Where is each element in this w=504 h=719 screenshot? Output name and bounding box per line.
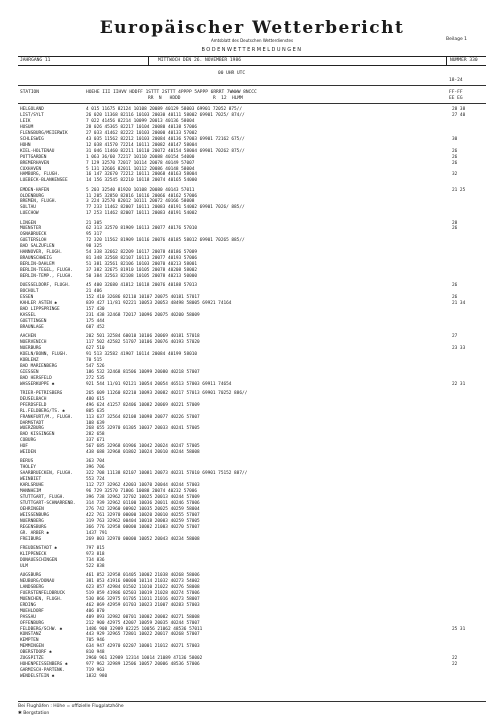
station-data: 70 515 bbox=[86, 357, 102, 363]
station-name: FLENSBURG/MEIERWIK bbox=[20, 130, 68, 136]
station-data: 5 203 32540 81920 10108 20080 40143 57011 bbox=[86, 187, 195, 193]
station-name: PFERDSFELD bbox=[20, 402, 47, 408]
station-gust: 26 bbox=[452, 154, 458, 160]
station-name: OBERSTDORF ✱ bbox=[20, 650, 52, 656]
section-title: BODENWETTERMELDUNGEN bbox=[201, 47, 303, 53]
station-name: BRAUNLAGE bbox=[20, 324, 44, 330]
station-data: 269 803 32970 00000 10052 20043 40234 58008 bbox=[86, 536, 200, 542]
station-gust: 25 31 bbox=[452, 626, 466, 632]
station-name: PUTTGARDEN bbox=[20, 154, 47, 160]
col-station: STATION bbox=[20, 90, 39, 95]
station-gust: 22 bbox=[452, 656, 458, 662]
station-name: CUXHAVEN bbox=[20, 166, 42, 172]
station-data: 28 026 45365 82217 10104 20080 40138 57006 bbox=[86, 124, 198, 130]
station-name: BERLIN-TEMP., FLUGH. bbox=[20, 274, 73, 279]
station-name: KEMPTEN bbox=[20, 638, 39, 644]
table-row bbox=[0, 674, 504, 680]
station-data: 231 438 32468 72017 10096 20075 40200 58009 bbox=[86, 312, 200, 318]
station-data: 17 253 11462 82007 10111 20083 40191 54002 bbox=[86, 211, 198, 217]
station-data: 547 526 bbox=[86, 363, 105, 369]
station-name: KOBLENZ bbox=[20, 357, 39, 363]
station-name: REGENSBURG bbox=[20, 524, 47, 530]
station-data: 443 929 32965 72801 10022 20017 40268 57007 bbox=[86, 632, 200, 638]
station-data: 553 724 bbox=[86, 477, 105, 483]
station-gust: 21 25 bbox=[452, 187, 466, 193]
station-name: AUGSBURG bbox=[20, 572, 42, 578]
station-data: 530 866 32975 01705 11011 21016 40273 58007 bbox=[86, 596, 200, 602]
station-name: KAHLER ASTEN ✱ bbox=[20, 301, 58, 306]
station-data: 805 635 bbox=[86, 408, 105, 414]
footer-note: Bei Flughäfen : Höhe = offizielle Flugplatzhöhe bbox=[18, 704, 124, 709]
station-data: 54 338 32662 82209 10117 20078 40186 57009 bbox=[86, 250, 198, 256]
station-data: 3 224 32570 82012 10111 20072 40166 58008 bbox=[86, 199, 195, 205]
station-name: FUERSTENFELDBRUCK bbox=[20, 590, 65, 596]
station-data: 212 900 42975 42007 10059 20035 40244 57007 bbox=[86, 620, 200, 626]
table-row bbox=[0, 450, 504, 456]
station-data: 627 510 bbox=[86, 345, 105, 351]
station-data: 81 348 32568 82107 10113 20077 40193 57006 bbox=[86, 256, 198, 262]
station-data: 705 946 bbox=[86, 638, 105, 644]
station-data: 623 857 42984 01502 11010 21022 40276 58008 bbox=[86, 584, 200, 590]
station-name: GIESSEN bbox=[20, 369, 39, 375]
station-name: BAD HERSFELD bbox=[20, 375, 52, 381]
station-name: KOELN/BONN, FLUGH. bbox=[20, 351, 68, 357]
station-data: 5 131 32666 82011 10112 20086 40148 58004 bbox=[86, 166, 195, 172]
station-data: 7 022 41456 82214 10099 20013 40136 58004 bbox=[86, 118, 195, 124]
station-name: LINGEN bbox=[20, 220, 36, 226]
station-name: KIEL-HOLTENAU bbox=[20, 148, 55, 154]
station-name: HUSUM bbox=[20, 124, 34, 130]
station-data: 337 671 bbox=[86, 438, 105, 444]
station-data: 2960 961 32989 12314 10014 21089 47136 58002 bbox=[86, 656, 203, 662]
station-data: 72 320 11562 81909 10116 20076 40185 58012 69901 70265 885// bbox=[86, 238, 245, 244]
station-name: WASSERKUPPE ✱ bbox=[20, 381, 55, 387]
station-name: BOCHOLT bbox=[20, 289, 39, 295]
station-data: 797 815 bbox=[86, 545, 105, 551]
station-data: 282 658 bbox=[86, 432, 105, 438]
station-name: MEMMINGEN bbox=[20, 644, 44, 650]
station-name: HOF bbox=[20, 444, 28, 450]
time-line: 00 UHR UTC bbox=[218, 71, 246, 76]
station-gust: 26 bbox=[452, 295, 458, 301]
station-name: KONSTANZ bbox=[20, 632, 42, 638]
station-name: HANNOVER, FLUGH. bbox=[20, 250, 63, 256]
footer-rule bbox=[18, 701, 486, 702]
station-data: 96 729 32570 71806 10088 20074 40232 57006 bbox=[86, 489, 198, 495]
station-name: DEUSELBACH bbox=[20, 396, 47, 402]
station-gust: 28 bbox=[452, 220, 458, 226]
station-data: 51 381 32561 82106 10103 20070 40213 58001 bbox=[86, 262, 198, 268]
station-name: NUERNBERG bbox=[20, 518, 44, 524]
station-gust: 21 34 bbox=[452, 301, 466, 306]
station-data: 1832 980 bbox=[86, 674, 108, 680]
station-name: PASSAU bbox=[20, 614, 36, 620]
station-data: 496 624 41257 82406 10082 20069 40221 57009 bbox=[86, 402, 200, 408]
station-name: HAMBURG, FLUGH. bbox=[20, 172, 60, 178]
station-data: 1 063 36/60 72217 10110 20088 40154 54000 bbox=[86, 154, 195, 160]
station-name: LUEBECK-BLANKENSEE bbox=[20, 178, 68, 184]
station-data: 363 704 bbox=[86, 459, 105, 465]
station-data: 462 869 42959 01703 10023 21007 40283 57003 bbox=[86, 602, 200, 608]
station-gust: 27 bbox=[452, 334, 458, 339]
table-row bbox=[0, 564, 504, 570]
station-name: GR. ARBER ✱ bbox=[20, 530, 50, 536]
station-gust: 26 bbox=[452, 283, 458, 289]
station-data: 607 452 bbox=[86, 324, 105, 330]
station-name: MUEHLDORF bbox=[20, 608, 44, 614]
station-name: THOLEY bbox=[20, 465, 36, 471]
table-row bbox=[0, 211, 504, 217]
station-data: 921 544 11/01 92121 10054 20054 46513 57003 69911 74654 bbox=[86, 381, 232, 387]
report-subtitle: Amtsblatt des Deutschen Wetterdienstes bbox=[210, 38, 294, 43]
station-data: 810 948 bbox=[86, 650, 105, 656]
station-data: 406 870 bbox=[86, 608, 105, 614]
station-data: 366 776 32958 00000 10002 21003 40270 57007 bbox=[86, 524, 200, 530]
station-name: MUENSTER bbox=[20, 226, 42, 232]
station-data: 276 742 32960 00902 10035 20025 40259 58004 bbox=[86, 507, 200, 512]
station-data: 634 947 42970 02207 10001 21012 40271 57003 bbox=[86, 644, 200, 650]
col-codes-sub: RR N HDDD R 12 HLMM bbox=[148, 96, 243, 101]
station-gust: 27 40 bbox=[452, 113, 466, 118]
station-name: FRANKFURT/M., FLUGH. bbox=[20, 414, 73, 420]
station-data: 381 853 41916 00000 10114 21032 40273 54002 bbox=[86, 578, 200, 584]
station-data: 839 427 11/81 92221 10053 20053 48498 58005 69921 74164 bbox=[86, 301, 232, 306]
station-data: 186 532 32468 81506 10099 20080 40218 57007 bbox=[86, 369, 200, 375]
station-name: DUESSELDORF, FLUGH. bbox=[20, 283, 71, 289]
station-name: FELDBERG/SCHW. ✱ bbox=[20, 626, 63, 632]
station-name: EMDEN-HAFEN bbox=[20, 187, 50, 193]
table-row bbox=[0, 537, 504, 543]
table-row bbox=[0, 382, 504, 388]
station-data: 265 609 11260 82210 10093 20082 40217 57013 69901 70252 886// bbox=[86, 390, 248, 396]
station-name: KLIPPENECK bbox=[20, 551, 47, 557]
station-data: 50 384 32563 82108 10105 20078 40213 50000 bbox=[86, 274, 198, 279]
station-name: NOERVENICH bbox=[20, 339, 47, 345]
station-name: BRAUNSCHWEIG bbox=[20, 256, 52, 262]
station-name: HOHENPEISSENBERG ✱ bbox=[20, 662, 68, 668]
station-data: 98 325 bbox=[86, 244, 102, 250]
station-name: ZUGSPITZE bbox=[20, 656, 44, 662]
station-data: 396 706 bbox=[86, 465, 105, 471]
station-name: STUTTGART-SCHNARRENB. bbox=[20, 501, 76, 506]
station-data: 522 838 bbox=[86, 563, 105, 569]
station-name: NEUBURG/DONAU bbox=[20, 578, 55, 584]
station-name: SAARBRUECKEN, FLUGH. bbox=[20, 471, 73, 477]
station-data: 322 708 11138 82107 10081 20073 40231 57010 69901 75152 887// bbox=[86, 471, 248, 477]
station-name: BAD LIPPSPRINGE bbox=[20, 307, 60, 312]
station-data: 21 406 bbox=[86, 289, 102, 295]
station-gust: 26 bbox=[452, 148, 458, 154]
station-name: NUERBURG bbox=[20, 345, 42, 351]
station-data: 91 513 32582 41907 10114 20084 40199 58010 bbox=[86, 351, 198, 357]
station-data: 567 685 32968 01906 10042 20024 40247 57005 bbox=[86, 444, 200, 450]
station-data: 396 738 32962 32702 10025 20013 40244 57009 bbox=[86, 495, 200, 501]
station-data: 409 893 32982 00701 10002 20002 40271 58008 bbox=[86, 614, 200, 620]
station-data: 43 035 11562 82212 10103 20084 40136 57003 69901 72162 675// bbox=[86, 136, 245, 142]
station-name: OFFENBURG bbox=[20, 620, 44, 626]
station-name: BAD MARIENBERG bbox=[20, 363, 58, 369]
table-row bbox=[0, 325, 504, 331]
station-name: ESSEN bbox=[20, 295, 34, 301]
station-data: 152 410 32686 82110 10107 20075 40181 57017 bbox=[86, 295, 200, 301]
station-data: 461 852 32958 01405 10002 21038 40268 58006 bbox=[86, 572, 200, 578]
station-name: WEINBIET bbox=[20, 477, 42, 483]
station-name: STUTTGART, FLUGH. bbox=[20, 495, 65, 501]
station-name: WUERZBURG bbox=[20, 426, 44, 432]
station-gust: 32 bbox=[452, 172, 458, 178]
station-data: 973 818 bbox=[86, 551, 105, 557]
station-name: GOETTINGEN bbox=[20, 318, 47, 324]
station-gust: 22 31 bbox=[452, 381, 466, 387]
station-data: 37 382 32675 81910 10105 20078 40208 58002 bbox=[86, 268, 198, 274]
station-name: WEISSENBURG bbox=[20, 512, 50, 518]
station-name: WEIDEN bbox=[20, 450, 36, 456]
station-data: 27 033 41462 82222 10103 20000 40133 57002 bbox=[86, 130, 198, 136]
station-data: 95 317 bbox=[86, 232, 102, 238]
station-name: LEIK bbox=[20, 118, 31, 124]
station-name: TRIER-PETRISBERG bbox=[20, 390, 63, 396]
station-data: 45 400 32680 41812 10118 20076 40188 57013 bbox=[86, 283, 198, 289]
station-name: LIST/SYLT bbox=[20, 113, 44, 118]
station-name: BREMEN, FLUGH. bbox=[20, 199, 58, 205]
col-codes: HOEHE III IIHVV HDDFF 1STTT 2STTT 4PPPP 5APPP 6RRRT 7WWWW 8NCCC bbox=[86, 90, 257, 95]
station-name: OLDENBURG bbox=[20, 193, 44, 199]
station-data: 438 688 32968 01802 10024 20010 40244 58008 bbox=[86, 450, 200, 456]
station-name: COBURG bbox=[20, 438, 36, 444]
col-ff: FF-FF bbox=[449, 90, 463, 95]
station-name: KARLSRUHE bbox=[20, 483, 44, 489]
station-data: 113 637 32564 82108 10098 20077 40226 57007 bbox=[86, 414, 200, 420]
station-gust: 26 bbox=[452, 160, 458, 166]
station-data: 14 156 32545 82210 10118 20074 40165 54000 bbox=[86, 178, 198, 184]
station-gust: 22 bbox=[452, 662, 458, 668]
col-ee: EE EG bbox=[449, 96, 463, 101]
station-name: BERLIN-DAHLEM bbox=[20, 262, 55, 268]
station-data: 11 205 32850 82016 10116 20066 40162 57006 bbox=[86, 193, 198, 199]
station-data: 157 430 bbox=[86, 307, 105, 312]
station-data: 117 502 42582 51707 10106 20076 40193 57020 bbox=[86, 339, 200, 345]
station-name: KASSEL bbox=[20, 312, 36, 318]
beilage-label: Beilage 1 bbox=[446, 37, 468, 42]
station-data: 319 763 32962 00404 10018 20003 40259 57005 bbox=[86, 518, 200, 524]
station-data: 16 147 32670 72212 10111 20068 40163 58004 bbox=[86, 172, 198, 178]
range-label: 18-24 bbox=[449, 78, 463, 83]
station-data: 175 444 bbox=[86, 318, 105, 324]
station-data: 77 233 11462 82007 10111 20083 40191 54002 69901 7026/ 885// bbox=[86, 205, 245, 211]
station-name: MANNHEIM bbox=[20, 489, 42, 495]
station-data: 31 046 11460 82211 10110 20072 40154 58004 69901 70262 875// bbox=[86, 148, 245, 154]
station-name: BERLIN-TEGEL, FLUGH. bbox=[20, 268, 73, 274]
station-data: 480 615 bbox=[86, 396, 105, 402]
station-name: OSNABRUECK bbox=[20, 232, 47, 238]
station-data: 734 836 bbox=[86, 557, 105, 563]
station-name: DARMSTADT bbox=[20, 420, 44, 426]
station-name: OEHRINGEN bbox=[20, 507, 44, 512]
jahrgang: JAHRGANG 11 bbox=[20, 58, 51, 63]
station-name: BAD SALZUFLEN bbox=[20, 244, 55, 250]
station-name: LANDSBERG bbox=[20, 584, 44, 590]
station-data: 719 963 bbox=[86, 668, 105, 674]
station-name: GUETERSLOH bbox=[20, 238, 47, 244]
station-data: 268 655 32970 01305 10037 20033 40241 57005 bbox=[86, 426, 200, 432]
footer-note-mountain: ✱ Bergstation bbox=[18, 711, 50, 716]
station-data: 12 038 41570 72214 10111 20082 40147 58004 bbox=[86, 142, 198, 148]
station-data: 1486 908 32989 02225 10056 21062 48536 57011 bbox=[86, 626, 203, 632]
station-name: MUENCHEN, FLUGH. bbox=[20, 596, 63, 602]
station-name: BAD KISSINGEN bbox=[20, 432, 55, 438]
station-name: SOLTAU bbox=[20, 205, 36, 211]
station-name: ERDING bbox=[20, 602, 36, 608]
station-data: 112 727 32962 42003 10070 20044 40244 57003 bbox=[86, 483, 200, 489]
station-name: BERUS bbox=[20, 459, 34, 465]
station-name: RL.FELDBERG/TS. ✱ bbox=[20, 408, 65, 414]
station-data: 272 535 bbox=[86, 375, 105, 381]
station-data: 108 639 bbox=[86, 420, 105, 426]
station-data: 1437 791 bbox=[86, 530, 108, 536]
station-name: FREIBURG bbox=[20, 536, 42, 542]
station-name: BREMERHAVEN bbox=[20, 160, 50, 166]
station-name: DONAUESCHINGEN bbox=[20, 557, 58, 563]
station-data: 519 859 41986 02503 10019 21028 40274 57006 bbox=[86, 590, 200, 596]
station-name: GARMISCH-PARTENK. bbox=[20, 668, 65, 674]
station-gust: 28 38 bbox=[452, 107, 466, 112]
table-row bbox=[0, 274, 504, 280]
station-data: 314 739 32962 01100 10036 20011 40246 57006 bbox=[86, 501, 200, 506]
station-data: 7 129 32570 72017 10114 20078 40149 57007 bbox=[86, 160, 195, 166]
station-data: 4 015 11675 82124 10108 20089 40129 58003 69901 72052 875// bbox=[86, 107, 242, 112]
station-gust: 30 bbox=[452, 136, 458, 142]
station-name: SCHLESWIG bbox=[20, 136, 44, 142]
station-name: FREUDENSTADT ✱ bbox=[20, 545, 58, 551]
station-gust: 23 33 bbox=[452, 345, 466, 351]
table-row bbox=[0, 178, 504, 184]
station-data: 977 962 32989 12506 10057 20006 48536 57006 bbox=[86, 662, 200, 668]
station-name: WENDELSTEIN ✱ bbox=[20, 674, 55, 680]
report-title: Europäischer Wetterbericht bbox=[99, 18, 405, 38]
issue-number: NUMMER 330 bbox=[450, 58, 478, 63]
issue-date: MITTWOCH DEN 26. NOVEMBER 1986 bbox=[158, 58, 241, 63]
station-name: ULM bbox=[20, 563, 28, 569]
station-data: 202 501 32584 60010 10106 20069 40181 57018 bbox=[86, 334, 200, 339]
station-data: 21 305 bbox=[86, 220, 102, 226]
station-data: 26 020 11368 82116 10103 20030 40111 58002 69901 7025/ 874// bbox=[86, 113, 245, 118]
station-data: 422 761 32970 00000 10020 20010 40255 57007 bbox=[86, 512, 200, 518]
station-name: HELGOLAND bbox=[20, 107, 44, 112]
station-name: HOHN bbox=[20, 142, 31, 148]
station-name: LUECHOW bbox=[20, 211, 39, 217]
station-gust: 26 bbox=[452, 226, 458, 232]
station-name: AACHEN bbox=[20, 334, 36, 339]
station-data: 62 313 32570 81909 10113 20077 40176 57010 bbox=[86, 226, 198, 232]
